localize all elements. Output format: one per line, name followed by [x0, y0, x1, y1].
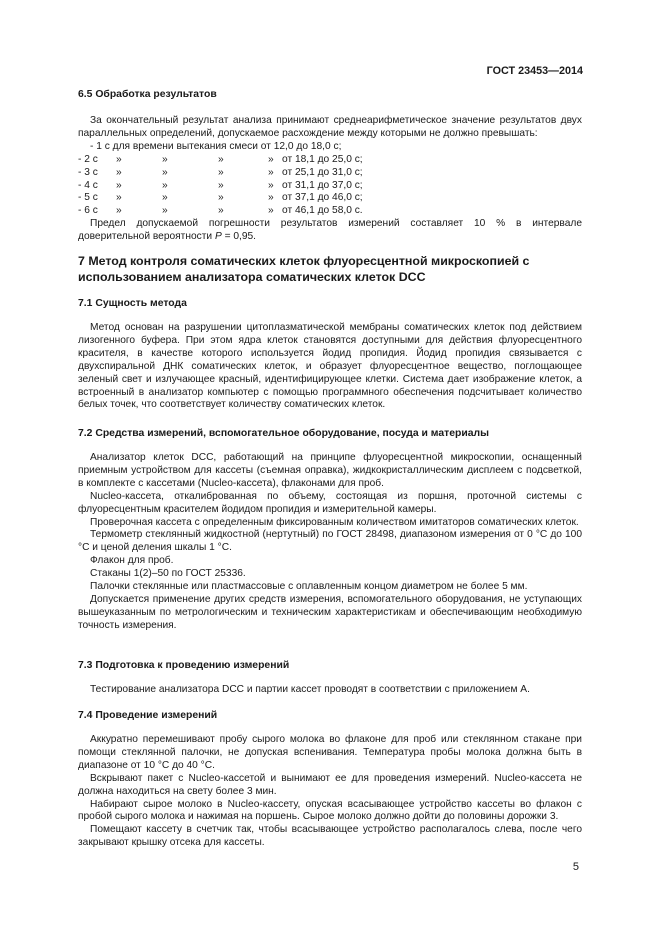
range-value: от 18,1 до 25,0 с;: [282, 153, 363, 165]
paragraph: Тестирование анализатора DCC и партии кассет проводят в соответствии с приложением А.: [90, 684, 530, 695]
time-value: - 5 с: [78, 192, 98, 204]
paragraph: Аккуратно перемешивают пробу сырого молока во флаконе для проб или стеклянном стакане при помощи стеклянной палочки, не допуская вспенивания. Температура пробы молока должна быть в диапазоне от 10 °С до 40 °С.: [78, 734, 582, 771]
ditto-mark: »: [218, 205, 224, 217]
paragraph: Помещают кассету в счетчик так, чтобы всасывающее устройство располагалось слева, после чего закрывают крышку отсека для кассеты.: [78, 824, 582, 849]
ditto-mark: »: [268, 179, 274, 191]
ditto-mark: »: [268, 166, 274, 178]
ditto-mark: »: [218, 153, 224, 165]
page-number: 5: [572, 861, 579, 873]
ditto-mark: »: [218, 192, 224, 204]
ditto-mark: »: [162, 192, 168, 204]
paragraph: Анализатор клеток DCC, работающий на принципе флуоресцентной микроскопии, оснащенный приемным устройством для кассеты (съемная оправка), жидкокристаллическим дисплеем с подсветкой, в комплекте с кассетами (Nucleo-кассета), флаконами для проб.: [78, 452, 582, 489]
time-value: - 2 с: [78, 153, 98, 165]
paragraph: Палочки стеклянные или пластмассовые с оплавленным концом диаметром не более 5 мм.: [90, 581, 528, 593]
tolerance-row: [78, 180, 582, 193]
section-7-1-title: 7.1 Сущность метода: [78, 298, 187, 309]
paragraph: Nucleo-кассета, откалиброванная по объему, состоящая из поршня, проточной системы с флуоресцентным красителем йодидом пропидия и измерительной камеры.: [78, 490, 582, 515]
paragraph: Стаканы 1(2)–50 по ГОСТ 25336.: [90, 568, 246, 580]
section-7-4-title: 7.4 Проведение измерений: [78, 710, 218, 721]
tolerance-row: [78, 192, 582, 205]
text: = 0,95.: [221, 231, 257, 243]
paragraph: Флакон для проб.: [90, 555, 174, 567]
section-7-3-title: 7.3 Подготовка к проведению измерений: [78, 660, 290, 671]
time-value: - 3 с: [78, 166, 98, 178]
time-value: - 6 с: [78, 205, 98, 217]
section-6-5-title: 6.5 Обработка результатов: [78, 89, 217, 100]
ditto-mark: »: [218, 179, 224, 191]
section-6-5-body: [78, 115, 582, 244]
tolerance-row: [78, 154, 582, 167]
range-value: от 37,1 до 46,0 с;: [282, 192, 363, 204]
section-7-2-body: [78, 452, 582, 633]
ditto-mark: »: [162, 205, 168, 217]
text: Предел допускаемой погрешности результатов измерений составляет 10 % в интервале доверительной вероятности: [78, 218, 582, 243]
paragraph: Метод основан на разрушении цитоплазматической мембраны соматических клеток под действием лизогенного буфера. При этом ядра клеток становятся доступными для действия флуоресцентного красителя, в качестве которого используется йодид пропидия. Йодид пропидия связывается с двухспиральной ДНК соматических клеток, и образует флуоресцентное вещество, поглощающее зеленый свет и излучающее красный, идентифицирующее клетки. Система дает изображение клеток, а встроенный в анализатор компьютер с помощью программного обеспечения подсчитывает количество белых точек, что соответствует количеству соматических клеток.: [78, 322, 582, 411]
range-value: от 31,1 до 37,0 с;: [282, 179, 363, 191]
section-7-2-title: 7.2 Средства измерений, вспомогательное оборудование, посуда и материалы: [78, 428, 489, 439]
ditto-mark: »: [116, 153, 122, 165]
section-7-4-body: [78, 734, 582, 850]
paragraph: [78, 218, 582, 244]
ditto-mark: »: [162, 179, 168, 191]
ditto-mark: »: [116, 179, 122, 191]
paragraph: Допускается применение других средств измерения, вспомогательного оборудования, не уступающих вышеуказанным по метрологическим и техническим характеристикам и обеспечивающим необходимую точность измерения.: [78, 593, 582, 631]
section-7-title: 7 Метод контроля соматических клеток флуоресцентной микроскопией с использованием анализатора соматических клеток DCC: [78, 254, 530, 284]
document-code: ГОСТ 23453—2014: [486, 65, 583, 77]
tolerance-row: [78, 167, 582, 180]
ditto-mark: »: [218, 166, 224, 178]
section-7-1-body: [78, 322, 582, 412]
time-value: - 4 с: [78, 179, 98, 191]
ditto-mark: »: [268, 192, 274, 204]
paragraph: Вскрывают пакет с Nucleo-кассетой и вынимают ее для проведения измерений. Nucleo-кассета не должна находиться на свету более 3 мин.: [78, 772, 582, 797]
tolerance-list: [78, 154, 582, 219]
tolerance-row: [78, 205, 582, 218]
ditto-mark: »: [162, 153, 168, 165]
ditto-mark: »: [116, 205, 122, 217]
range-value: от 46,1 до 58,0 с.: [282, 205, 363, 217]
ditto-mark: »: [268, 205, 274, 217]
variable: P: [214, 231, 222, 243]
ditto-mark: »: [116, 166, 122, 178]
paragraph: Термометр стеклянный жидкостной (нертутный) по ГОСТ 28498, диапазоном измерения от 0 °С до 100 °С и ценой деления шкалы 1 °С.: [78, 529, 582, 554]
section-7-3-body: [78, 684, 582, 697]
paragraph: Набирают сырое молоко в Nucleo-кассету, опуская всасывающее устройство кассеты во флакон с пробой сырого молока и нажимая на поршень. Сырое молоко должно дойти до половины дорожки 3.: [78, 798, 582, 823]
ditto-mark: »: [162, 166, 168, 178]
paragraph: За окончательный результат анализа принимают среднеарифметическое значение результатов двух параллельных определений, допускаемое расхождение между которыми не должно превышать:: [78, 115, 582, 139]
paragraph: Проверочная кассета с определенным фиксированным количеством имитаторов соматических клеток.: [90, 516, 579, 528]
ditto-mark: »: [268, 153, 274, 165]
ditto-mark: »: [116, 192, 122, 204]
range-value: от 25,1 до 31,0 с;: [282, 166, 363, 178]
list-item: - 1 с для времени вытекания смеси от 12,0 до 18,0 с;: [90, 140, 342, 152]
